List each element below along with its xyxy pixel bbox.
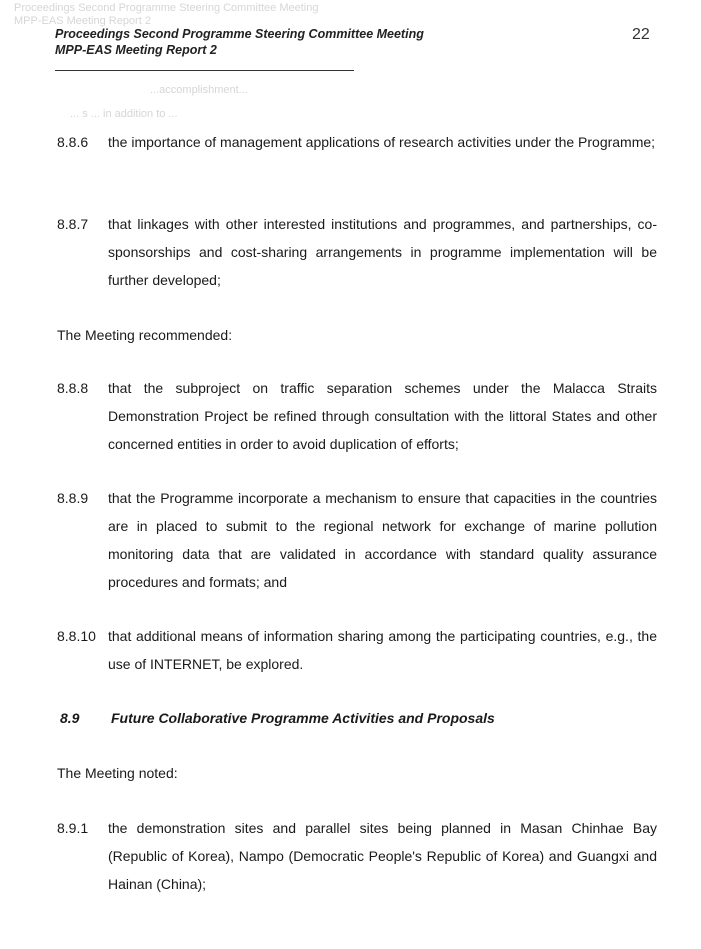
paragraph-text: the demonstration sites and parallel sites being planned in Masan Chinhae Bay (Republic of Korea), Nampo (Democratic People's Republic of Korea) and Guangxi and Hainan (China); bbox=[108, 820, 657, 892]
numbered-paragraph bbox=[55, 814, 657, 898]
numbered-paragraph bbox=[55, 210, 657, 294]
paragraph-number: 8.9.1 bbox=[57, 820, 89, 836]
bleed-through-text: ... s ... in addition to ... bbox=[70, 108, 178, 120]
bleed-through-text: Proceedings Second Programme Steering Committee Meeting bbox=[14, 2, 319, 14]
paragraph-text: that linkages with other interested institutions and programmes, and partnerships, co-sponsorships and cost-sharing arrangements in programme implementation will be further developed; bbox=[108, 216, 657, 288]
numbered-paragraph bbox=[55, 484, 657, 596]
bleed-through-text: ...accomplishment... bbox=[150, 84, 248, 96]
running-header-subtitle: MPP-EAS Meeting Report 2 bbox=[55, 43, 217, 57]
paragraph-number: 8.8.8 bbox=[57, 380, 89, 396]
numbered-paragraph bbox=[55, 128, 657, 156]
paragraph-text: the importance of management applications of research activities under the Programme; bbox=[108, 134, 656, 150]
section-title: Future Collaborative Programme Activities and Proposals bbox=[111, 710, 495, 726]
section-heading bbox=[60, 710, 495, 726]
page-number: 22 bbox=[632, 26, 650, 43]
running-header-title: Proceedings Second Programme Steering Committee Meeting bbox=[55, 27, 424, 41]
header-rule bbox=[55, 70, 354, 71]
numbered-paragraph bbox=[55, 622, 657, 678]
section-number: 8.9 bbox=[60, 710, 80, 726]
paragraph-number: 8.8.9 bbox=[57, 490, 89, 506]
noted-intro: The Meeting noted: bbox=[57, 765, 178, 781]
paragraph-number: 8.8.7 bbox=[57, 216, 89, 232]
recommended-intro: The Meeting recommended: bbox=[57, 327, 233, 343]
bleed-through-text: MPP-EAS Meeting Report 2 bbox=[14, 15, 151, 27]
paragraph-text: that additional means of information sharing among the participating countries, e.g., the use of INTERNET, be explored. bbox=[108, 628, 657, 672]
numbered-paragraph bbox=[55, 374, 657, 458]
paragraph-number: 8.8.6 bbox=[57, 134, 89, 150]
paragraph-number: 8.8.10 bbox=[57, 628, 96, 644]
paragraph-text: that the subproject on traffic separation schemes under the Malacca Straits Demonstration Project be refined through consultation with the littoral States and other concerned entities in order to avoid duplication of efforts; bbox=[108, 380, 657, 452]
paragraph-text: that the Programme incorporate a mechanism to ensure that capacities in the countries are in placed to submit to the regional network for exchange of marine pollution monitoring data that are validated in accordance with standard quality assurance procedures and formats; and bbox=[108, 490, 657, 590]
